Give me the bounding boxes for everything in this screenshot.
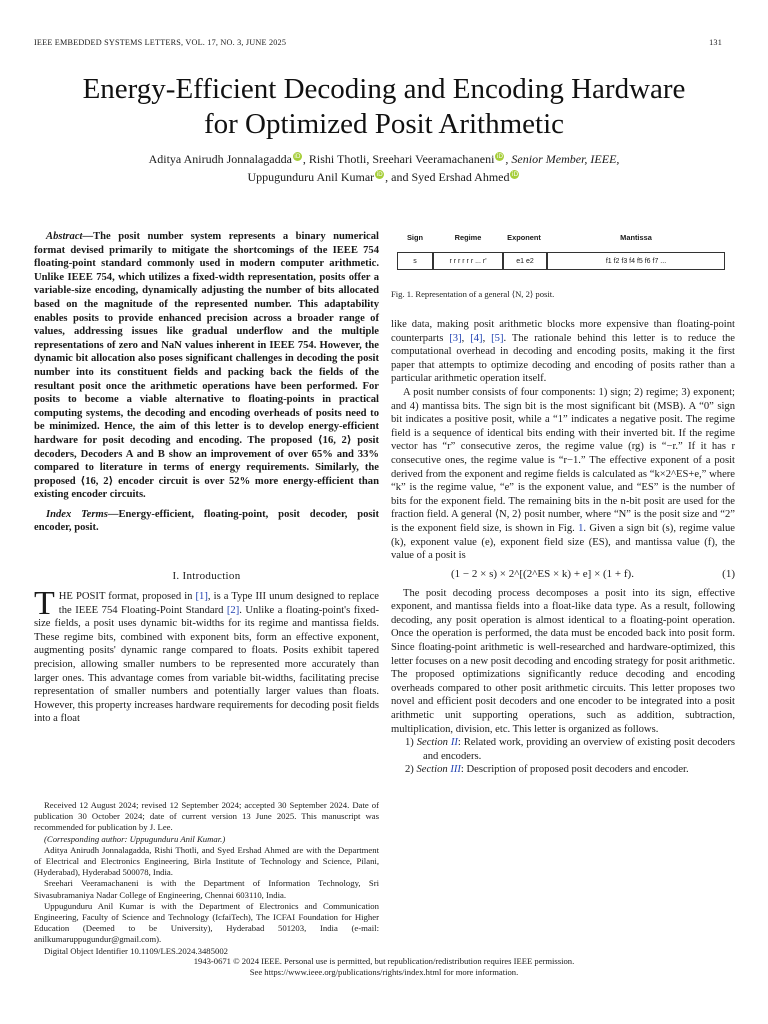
fig-cell-mantissa: f1 f2 f3 f4 f5 f6 f7 ... xyxy=(547,252,725,270)
footnote-corresponding: (Corresponding author: Uppugunduru Anil Kumar.) xyxy=(44,833,226,844)
footnote-doi: Digital Object Identifier 10.1109/LES.2024.3485002 xyxy=(44,945,229,956)
citation-link[interactable]: [2] xyxy=(226,604,240,616)
footnotes xyxy=(34,800,379,957)
right-text-b: . The rationale behind this letter is to reduce the computational overhead in decoding and encoding posits, making it the first paper that attempts to optimize decoding and encoding of posits rather than a particular arithmetic operation itself. xyxy=(391,332,736,385)
footnote-received: Received 12 August 2024; revised 12 September 2024; accepted 30 September 2024. Date of publication 30 October 2024; date of current version 13 June 2025. This manuscript was recommended for publication by J. Lee. xyxy=(34,800,379,833)
section-label: Section xyxy=(416,764,451,776)
equation-1 xyxy=(391,563,735,587)
index-terms-lead: Index Terms xyxy=(46,508,108,520)
list-text: : Related work, providing an overview of existing posit decoders and encoders. xyxy=(423,737,735,762)
equation-number: (1) xyxy=(722,567,735,580)
orcid-icon[interactable]: iD xyxy=(294,153,301,160)
index-terms xyxy=(34,508,379,535)
intro-text-c: . Unlike a floating-point's fixed-size fields, a posit uses dynamic bit-widths for its regime and mantissa fields. These regime bits, combined with exponent bits, form an effective exponent, augmenting posits' dynamic range compared to floats. Posits exhibit tapered precision, allowing smaller numbers to be represented more accurately than larger ones. This advantage comes from variable bit-widths, facilitating precise representation of smaller numbers and potentially larger values than floats. However, this property increases hardware requirements for decoding posit fields into a float xyxy=(34,604,380,725)
figure-link[interactable]: 1 xyxy=(578,522,584,534)
intro-text-b: , is a Type III unum designed to replace the IEEE 754 Floating-Point Standard xyxy=(58,591,379,616)
intro-text-a: HE POSIT format, proposed in xyxy=(58,591,196,602)
abstract-text: —The posit number system represents a binary numerical format devised primarily to mitigate the shortcomings of the IEEE 754 floating-point standard commonly used in modern computer arithmetic. Unlike IEEE 754, which utilizes a fixed-width representation, posits offer a variable-size encoding, dynamically adjusting the number of bits allocated based on the magnitude of the represented number. This adaptability enables posits to provide enhanced precision across a broader range of values, addressing issues like gradual underflow and the multiple representations of zero and NaN values inherent in IEEE 754. However, the dynamic bit allocation also poses significant challenges in decoding the posit number into its constituent fields and packing back the fields of the resultant posit once the arithmetic operations have been performed. For posits to become a viable alternative to floating-points in practical computing systems, the decoding and encoding overheads of posits need to be minimized. Hence, the aim of this letter is to develop energy-efficient hardware for posit decoding and encoding. The proposed ⟨16, 2⟩ posit decoders, Decoders A and B show an improvement of over 65% and 33% compared to literature in terms of energy requirements. Similarly, the proposed ⟨16, 2⟩ encoder circuit is over 52% more energy-efficient than existing encoder circuits. xyxy=(34,231,379,501)
list-number: 1) xyxy=(405,737,414,749)
section-heading: I. Introduction xyxy=(172,570,241,582)
fig-header-mantissa: Mantissa xyxy=(620,233,652,242)
right-paragraph-1 xyxy=(391,318,735,386)
index-terms-text: —Energy-efficient, floating-point, posit decoder, posit encoder, posit. xyxy=(34,508,379,534)
footer-line-2: See https://www.ieee.org/publications/rights/index.html for more information. xyxy=(249,967,519,977)
right-text-d: . Given a sign bit (s), regime value (k), exponent value (e), exponent field size (ES), and mantissa value (f), the value of a posit is xyxy=(391,522,735,562)
orcid-icon[interactable]: iD xyxy=(511,171,519,178)
intro-block xyxy=(34,585,380,726)
right-paragraph-2 xyxy=(391,386,735,563)
right-text-c: A posit number consists of four components: 1) sign; 2) regime; 3) exponent; and 4) mantissa bits. The sign bit is the most significant bit (MSB). A “0” sign bit indicates a positive posit, while a “1” indicates a negative posit. The regime field is a sequence of identical bits ending with their inverted bit. If the regime vector has “r” consecutive zeros, the regime value (rg) is “−r.” If it has r consecutive ones, the regime value is “r−1.” The effective exponent of a posit derived from the exponent and regime fields is calculated as “k×2^ES+e,” where “k” is the regime value, “e” is the exponent value, and “ES” is the number of bits for the exponent field. The remaining bits in the n-bit posit are used for the fraction field. A general ⟨N, 2⟩ posit number, where “N” is the posit size and “2” is the exponent field size, is shown in Fig. xyxy=(391,386,735,534)
intro-paragraph xyxy=(34,585,380,726)
separator: , xyxy=(461,332,471,344)
fig-header-regime: Regime xyxy=(454,233,482,242)
fig-cell-exponent: e1 e2 xyxy=(503,252,547,270)
author-4: , and Syed Ershad Ahmed xyxy=(385,170,510,184)
copyright-footer xyxy=(40,956,728,978)
citation-link[interactable]: [3] xyxy=(449,332,462,344)
author-role: , Senior Member, IEEE, xyxy=(505,152,620,166)
title-line-2: for Optimized Posit Arithmetic xyxy=(203,108,565,140)
paper-title xyxy=(20,72,748,142)
separator: , xyxy=(482,332,492,344)
footnote-affiliation-3: Uppugunduru Anil Kumar is with the Department of Electronics and Communication Engineering, Faculty of Science and Technology (IcfaiTech), The ICFAI Foundation for Higher Education (Deemed to be University), Hyderabad 501203, India (e-mail: anilkumaruppugundur@gmail.com). xyxy=(34,900,379,945)
fig-cell-regime: r r r r r r ... r' xyxy=(433,252,503,270)
citation-link[interactable]: [4] xyxy=(470,332,483,344)
drop-cap: T xyxy=(34,585,55,622)
footer-line-1: 1943-0671 © 2024 IEEE. Personal use is permitted, but republication/redistribution requires IEEE permission. xyxy=(193,956,575,966)
list-text: : Description of proposed posit decoders and encoder. xyxy=(460,764,689,776)
abstract xyxy=(34,230,379,502)
abstract-block xyxy=(34,230,379,535)
right-text-a: like data, making posit arithmetic blocks more expensive than floating-point counterparts xyxy=(391,319,735,344)
author-2: , Rishi Thotli, Sreehari Veeramachaneni xyxy=(302,152,495,166)
section-label: Section xyxy=(416,737,451,749)
citation-link[interactable]: [1] xyxy=(195,591,208,602)
citation-link[interactable]: [5] xyxy=(491,332,504,344)
list-item xyxy=(391,736,735,763)
section-link[interactable]: III xyxy=(450,764,461,776)
figure-1 xyxy=(391,230,735,280)
list-number: 2) xyxy=(405,764,414,776)
author-list xyxy=(40,150,728,186)
figure-caption: Fig. 1. Representation of a general ⟨N, 2⟩ posit. xyxy=(391,289,555,299)
fig-header-exponent: Exponent xyxy=(507,233,541,242)
footnote-affiliation-2: Sreehari Veeramachaneni is with the Department of Information Technology, Sri Sivasubramaniya Nadar College of Engineering, Chennai 603110, India. xyxy=(34,878,379,900)
author-1: Aditya Anirudh Jonnalagadda xyxy=(148,152,292,166)
running-head: IEEE EMBEDDED SYSTEMS LETTERS, VOL. 17, NO. 3, JUNE 2025 xyxy=(34,38,287,47)
right-column xyxy=(391,318,735,777)
footnote-affiliation-1: Aditya Anirudh Jonnalagadda, Rishi Thotli, and Syed Ershad Ahmed are with the Department of Electrical and Electronics Engineering, Birla Institute of Technology and Science, Pilani, (Hyderabad), Hyderabad 500078, India. xyxy=(34,844,379,878)
fig-header-sign: Sign xyxy=(406,233,423,242)
list-item xyxy=(391,763,735,777)
fig-cell-sign: s xyxy=(397,252,433,270)
author-3: Uppugunduru Anil Kumar xyxy=(247,170,375,184)
right-paragraph-3: The posit decoding process decomposes a posit into its sign, effective exponent, and mantissa fields into a float-like data type. As a result, following decoding, any posit operation is almost identical to a floating-point operation. Once the operation is performed, the data must be encoded back into posit form. Since floating-point arithmetic is well-researched and hardware-optimized, this letter focuses on a new posit decoding and encoding strategy for posit arithmetic. The proposed optimizations significantly reduce decoding and encoding overheads compared to other posit arithmetic circuits. This letter proposes two novel and efficient posit decoders and one encoder to be integrated into a posit arithmetic unit supporting operations, such as addition, subtraction, multiplication, division, etc. This letter is organized as follows. xyxy=(391,587,735,735)
orcid-icon[interactable]: iD xyxy=(376,171,383,178)
orcid-icon[interactable]: iD xyxy=(496,153,504,160)
title-line-1: Energy-Efficient Decoding and Encoding Hardware xyxy=(82,73,686,105)
equation-body: (1 − 2 × s) × 2^[(2^ES × k) + e] × (1 + f). xyxy=(451,567,634,580)
abstract-lead: Abstract xyxy=(46,231,83,242)
page-number: 131 xyxy=(709,38,722,47)
section-link[interactable]: II xyxy=(450,737,458,749)
